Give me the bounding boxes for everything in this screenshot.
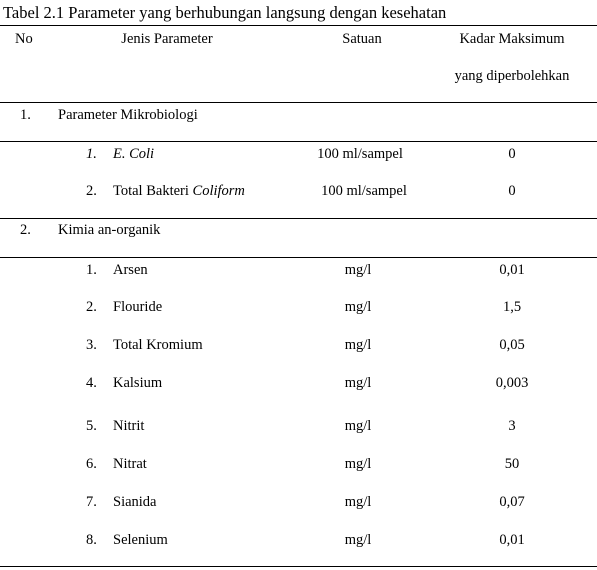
item-index: 4.	[86, 375, 97, 391]
item-name: Sianida	[113, 494, 157, 510]
item-name: Nitrit	[113, 418, 145, 434]
item-name-prefix: Total Bakteri	[113, 183, 193, 199]
item-name	[113, 183, 245, 200]
item-index: 1.	[86, 146, 97, 162]
item-name: E. Coli	[113, 146, 155, 162]
item-name: Flouride	[113, 299, 163, 315]
item-kadar: 3	[508, 418, 516, 434]
item-index: 1.	[86, 262, 97, 278]
item-kadar: 0	[508, 183, 516, 199]
rule-top	[0, 25, 597, 26]
item-index: 2.	[86, 183, 97, 199]
item-kadar: 50	[504, 456, 520, 472]
rule-group1	[0, 141, 597, 142]
item-kadar: 0,01	[499, 532, 525, 548]
group-name: Kimia an-organik	[58, 222, 161, 238]
item-satuan: 100 ml/sampel	[321, 183, 407, 199]
header-kadar-line2: yang diperbolehkan	[454, 68, 570, 84]
item-satuan: mg/l	[344, 337, 372, 353]
item-satuan: 100 ml/sampel	[317, 146, 403, 162]
header-kadar-line1: Kadar Maksimum	[459, 31, 565, 47]
item-kadar: 0,003	[495, 375, 529, 391]
item-kadar: 0,05	[499, 337, 525, 353]
table-caption: Tabel 2.1 Parameter yang berhubungan langsung dengan kesehatan	[3, 3, 447, 22]
item-name: Selenium	[113, 532, 168, 548]
item-satuan: mg/l	[344, 375, 372, 391]
item-name: Nitrat	[113, 456, 147, 472]
item-index: 5.	[86, 418, 97, 434]
group-no: 1.	[20, 107, 31, 123]
item-kadar: 1,5	[502, 299, 522, 315]
item-name: Kalsium	[113, 375, 163, 391]
item-kadar: 0,01	[499, 262, 525, 278]
item-name: Arsen	[113, 262, 148, 278]
rule-header-bottom	[0, 102, 597, 103]
item-index: 8.	[86, 532, 97, 548]
rule-group1-bottom	[0, 218, 597, 219]
item-name-italic: Coliform	[192, 183, 245, 199]
item-satuan: mg/l	[344, 494, 372, 510]
item-satuan: mg/l	[344, 532, 372, 548]
header-satuan: Satuan	[342, 31, 382, 47]
item-satuan: mg/l	[344, 456, 372, 472]
group-name: Parameter Mikrobiologi	[58, 107, 198, 123]
header-no: No	[15, 31, 33, 47]
item-index: 6.	[86, 456, 97, 472]
item-satuan: mg/l	[344, 262, 372, 278]
item-satuan: mg/l	[344, 299, 372, 315]
item-name: Total Kromium	[113, 337, 203, 353]
item-kadar: 0,07	[499, 494, 525, 510]
rule-bottom	[0, 566, 597, 567]
item-index: 7.	[86, 494, 97, 510]
item-index: 3.	[86, 337, 97, 353]
header-jenis-parameter: Jenis Parameter	[121, 31, 213, 47]
group-no: 2.	[20, 222, 31, 238]
item-kadar: 0	[508, 146, 516, 162]
item-satuan: mg/l	[344, 418, 372, 434]
item-index: 2.	[86, 299, 97, 315]
rule-group2	[0, 257, 597, 258]
